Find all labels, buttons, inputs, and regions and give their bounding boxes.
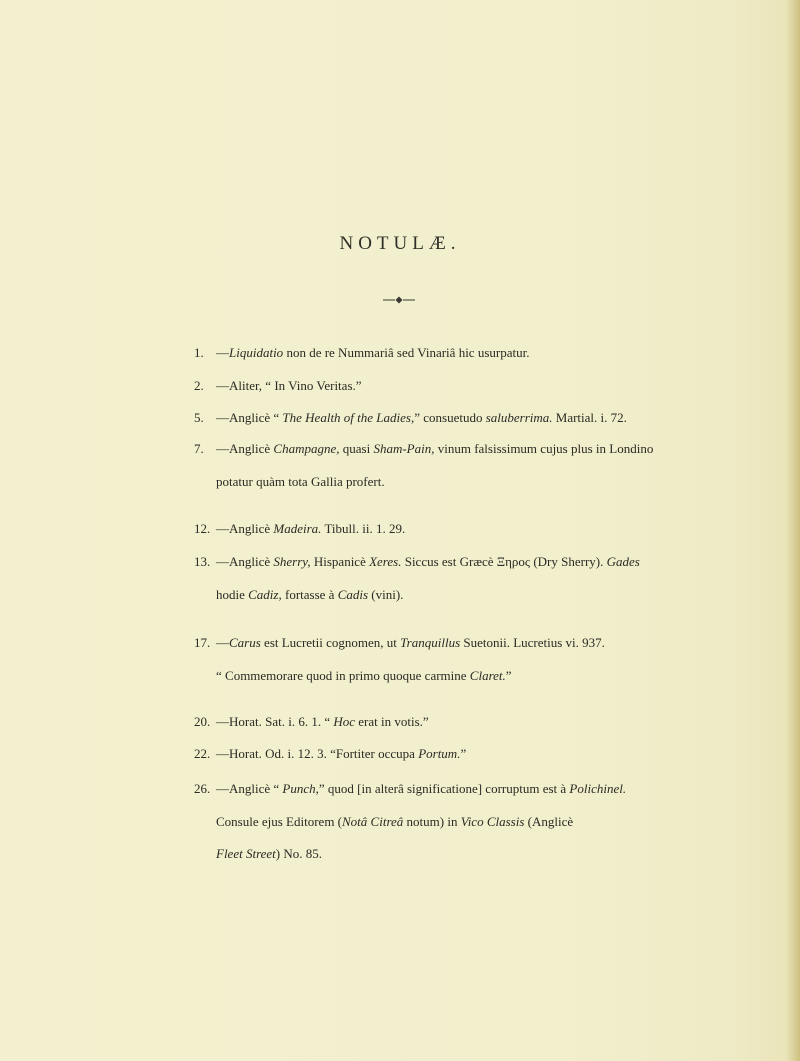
note-text-segment: non de re Nummariâ sed Vinariâ hic usurpatur. <box>283 345 530 360</box>
note-text-segment: Punch, <box>282 781 319 796</box>
note-text-segment: “ Commemorare quod in primo quoque carmine <box>216 667 470 683</box>
note-text-segment: Siccus est Græcè Ξηρος (Dry Sherry). <box>401 554 607 569</box>
footnote-number: 26. <box>194 781 211 796</box>
footnote <box>194 630 754 688</box>
note-text-segment: fortasse à <box>281 586 338 602</box>
note-text-segment: Consule ejus Editorem ( <box>216 813 343 829</box>
footnote <box>194 741 754 766</box>
note-text-segment: Cadis <box>337 586 369 602</box>
note-text-segment: Champagne, <box>273 441 340 456</box>
footnote-line <box>194 630 754 655</box>
note-text-segment: — <box>216 345 229 360</box>
footnote-line <box>194 436 754 461</box>
note-text-segment: saluberrima. <box>485 410 553 425</box>
note-text-segment: ” quod [in alterâ significatione] corruptum est à <box>318 781 570 796</box>
note-text-segment: vinum falsissimum cujus plus in Londino <box>434 441 654 456</box>
footnote-number: 7. <box>194 441 204 456</box>
footnote-number: 13. <box>194 554 211 569</box>
ornament-rule <box>382 295 416 305</box>
footnote <box>194 373 754 398</box>
note-text-segment: est Lucretii cognomen, ut <box>260 635 401 650</box>
note-text-segment: —Anglicè <box>216 441 274 456</box>
footnote-number: 2. <box>194 378 204 393</box>
note-text-segment: potatur quàm tota Gallia profert. <box>216 473 385 489</box>
note-text-segment: Polichinel. <box>569 781 627 796</box>
footnote-line <box>194 741 754 766</box>
note-text-segment: —Horat. Od. i. 12. 3. “Fortiter occupa <box>216 746 419 761</box>
note-text-segment: Portum. <box>418 746 461 761</box>
footnote-number: 12. <box>194 521 211 536</box>
footnote-continuation-line <box>194 663 754 688</box>
note-text-segment: —Anglicè <box>216 554 274 569</box>
note-text-segment: (Anglicè <box>524 813 574 829</box>
note-text-segment: erat in votis.” <box>355 714 429 729</box>
footnote <box>194 549 754 607</box>
note-text-segment: quasi <box>339 441 374 456</box>
note-text-segment: —Anglicè <box>216 521 274 536</box>
footnote-line <box>194 776 754 801</box>
footnote-continuation-line <box>194 469 754 494</box>
footnote-continuation-line <box>194 582 754 607</box>
footnote <box>194 436 754 494</box>
note-text-segment: —Anglicè “ <box>216 781 283 796</box>
footnote-number: 1. <box>194 345 204 360</box>
note-text-segment: ” <box>460 746 467 761</box>
note-text-segment: ” <box>505 667 512 683</box>
footnote-line <box>194 373 754 398</box>
footnote-line <box>194 405 754 430</box>
footnote-number: 17. <box>194 635 211 650</box>
note-text-segment: Fleet Street <box>216 846 276 861</box>
footnote-line <box>194 340 754 365</box>
note-text-segment: Sham-Pain, <box>373 441 435 456</box>
footnote-number: 22. <box>194 746 211 761</box>
footnote <box>194 340 754 365</box>
note-text-segment: —Anglicè “ <box>216 410 283 425</box>
footnote-continuation-line <box>194 841 754 866</box>
footnote <box>194 709 754 734</box>
note-text-segment: — <box>216 635 229 650</box>
note-text-segment: Suetonii. Lucretius vi. 937. <box>460 635 605 650</box>
footnote-number: 20. <box>194 714 211 729</box>
footnote-continuation-line <box>194 809 754 834</box>
note-text-segment: Tranquillus <box>400 635 461 650</box>
page-edge-shadow <box>786 0 800 1061</box>
note-text-segment: Hoc <box>333 714 356 729</box>
note-text-segment: Vico Classis <box>460 813 525 829</box>
note-text-segment: Notâ Citreâ <box>342 813 404 829</box>
note-text-segment: ) No. 85. <box>275 846 323 861</box>
note-text-segment: (vini). <box>368 586 404 602</box>
note-text-segment: —Horat. Sat. i. 6. 1. “ <box>216 714 334 729</box>
footnote-line <box>194 709 754 734</box>
footnote <box>194 516 754 541</box>
note-text-segment: —Aliter, “ In Vino Veritas.” <box>216 378 362 393</box>
note-text-segment: The Health of the Ladies, <box>282 410 415 425</box>
page-title: NOTULÆ. <box>339 233 461 254</box>
footnote <box>194 776 754 866</box>
footnote-line <box>194 516 754 541</box>
footnote <box>194 405 754 430</box>
note-text-segment: Martial. i. 72. <box>552 410 627 425</box>
note-text-segment: Xeres. <box>369 554 402 569</box>
note-text-segment: Madeira. <box>273 521 322 536</box>
note-text-segment: Tibull. ii. 1. 29. <box>321 521 406 536</box>
note-text-segment: Sherry, <box>273 554 311 569</box>
note-text-segment: Claret. <box>469 667 506 683</box>
note-text-segment: Gades <box>606 554 640 569</box>
note-text-segment: Hispanicè <box>310 554 370 569</box>
note-text-segment: Liquidatio <box>229 345 284 360</box>
note-text-segment: hodie <box>216 586 249 602</box>
note-text-segment: Carus <box>229 635 261 650</box>
note-text-segment: notum) in <box>403 813 461 829</box>
note-text-segment: Cadiz, <box>248 586 282 602</box>
note-text-segment: ” consuetudo <box>414 410 486 425</box>
footnote-line <box>194 549 754 574</box>
footnote-number: 5. <box>194 410 204 425</box>
